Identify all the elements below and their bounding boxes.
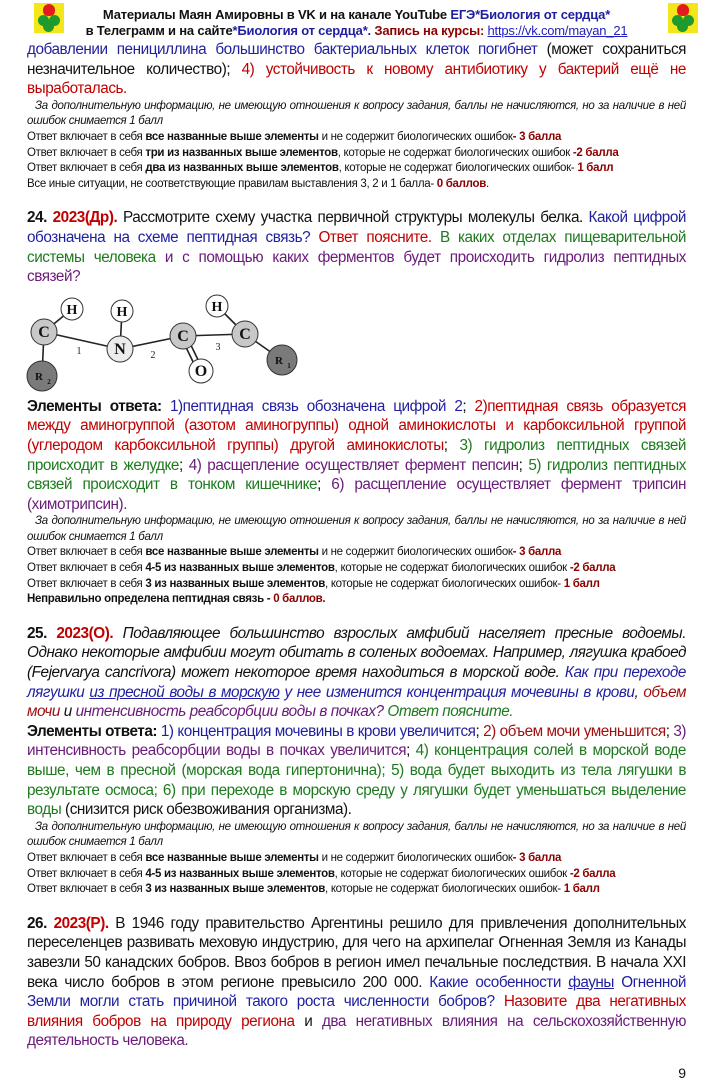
text-segment: два негативных влияния на сельскохозяйственную деятельность человека. — [27, 1012, 687, 1050]
text-segment: 25. — [27, 624, 57, 642]
text-segment: все названные выше элементы — [145, 130, 319, 143]
label-r2: R — [35, 370, 43, 383]
text-segment: и с помощью каких ферментов будет происходить гидролиз пептидных связей? — [27, 248, 686, 286]
grading-criterion — [27, 161, 686, 177]
text-segment: и не содержит биологических ошибок — [318, 130, 513, 143]
text-segment: ; — [665, 722, 674, 740]
text-segment: Как при переходе лягушки — [27, 664, 686, 701]
text-segment: Ответ включает в себя — [27, 867, 146, 880]
text-segment: Ответ поясните. — [383, 703, 514, 721]
text-segment: 24. — [27, 209, 53, 227]
text-segment: ; — [317, 476, 332, 494]
grading-criterion — [27, 592, 686, 608]
question-25 — [27, 624, 686, 898]
label-r1-sub: 1 — [287, 361, 291, 370]
text-segment: 4) расщепление осуществляет фермент пепсин — [188, 456, 519, 474]
label-c2: C — [177, 327, 189, 345]
text-segment: , которые не содержат биологических ошибок — [334, 562, 570, 575]
text-segment: 3) интенсивность реабсорбции воды в почках увеличится — [27, 722, 687, 760]
text-segment: *Биология от сердца*. — [232, 23, 375, 38]
text-segment: (снизится риск обезвоживания организма). — [61, 801, 352, 819]
paragraph — [27, 40, 686, 99]
text-segment: 2) объем мочи уменьшится — [483, 722, 666, 740]
text-segment: Ответ включает в себя — [27, 562, 146, 575]
text-segment: 5) гидролиз пептидных связей происходит в тонком кишечнике — [27, 456, 686, 494]
logo-left — [34, 3, 64, 33]
paragraph — [27, 208, 686, 286]
text-segment: 3) гидролиз пептидных связей происходит в желудке — [27, 436, 687, 474]
paragraph — [27, 397, 686, 515]
label-o: O — [194, 362, 208, 380]
text-segment: 0 баллов. — [273, 593, 326, 606]
label-c1: C — [38, 323, 50, 341]
text-segment: 26. — [27, 914, 54, 932]
header-line-2 — [67, 23, 646, 39]
text-segment: Назовите два негативных влияния бобров на природу региона — [27, 993, 687, 1030]
paragraph — [27, 624, 686, 722]
text-segment: все названные выше элементы — [145, 851, 319, 864]
text-segment: три из названных выше элементов — [145, 146, 338, 159]
text-segment: и — [294, 1012, 322, 1030]
text-segment: все названные выше элементы — [145, 546, 319, 559]
text-segment: в Телеграмм и на сайте — [85, 23, 233, 38]
text-segment: . — [486, 177, 489, 190]
grading-criterion — [27, 177, 686, 193]
text-segment: В каких отделах пищеварительной системы человека — [27, 228, 686, 266]
grading-criterion — [27, 146, 686, 162]
text-segment: и не содержит биологических ошибок — [318, 851, 513, 864]
grading-criterion — [27, 867, 686, 883]
text-segment: Неправильно определена пептидная связь - — [27, 593, 274, 606]
text-segment: Огненной Земли могли стать причиной такого роста численности бобров? — [27, 973, 686, 1011]
text-segment: 4-5 из названных выше элементов — [145, 867, 335, 880]
text-segment: 1 балл — [563, 577, 600, 590]
grading-note — [27, 514, 686, 545]
paragraph — [27, 914, 686, 1051]
label-h2: H — [116, 304, 128, 320]
text-segment: Материалы Маян Амировны в VK и на канале YouTube — [102, 7, 451, 22]
text-segment: 2023(Др). — [52, 209, 118, 227]
header-line-1 — [67, 7, 646, 23]
text-segment: - 3 балла — [512, 851, 562, 864]
text-segment: Ответ включает в себя — [27, 146, 146, 159]
text-segment: из пресной воды в морскую — [89, 683, 280, 701]
text-segment: , которые не содержат биологических ошибок — [334, 867, 570, 880]
text-segment: В 1946 году правительство Аргентины решило для привлечения дополнительных переселенцев развивать меховую индустрию, для чего на архипелаг Огненная Земля из Канады завезли 50 канадских бобров. Ввоз бобров в регион имел печальные последствия. В начала XXI века число бобров в этом регионе превысило 200 000. — [27, 914, 687, 991]
text-segment: -2 балла — [572, 146, 619, 159]
text-segment: За дополнительную информацию, не имеющую отношения к вопросу задания, баллы не начисляются, но за наличие в ней ошибок снимается 1 балл — [27, 515, 686, 543]
text-segment: , которые не содержат биологических ошибок — [337, 146, 573, 159]
text-segment: Ответ включает в себя — [27, 851, 146, 864]
text-segment: 3 из названных выше элементов — [145, 883, 326, 896]
text-segment: Ответ включает в себя — [27, 130, 146, 143]
text-segment: , которые не содержат биологических ошибок- — [338, 162, 578, 175]
text-segment: ; — [406, 742, 416, 760]
text-segment: у нее изменится концентрация мочевины в крови — [279, 683, 635, 701]
label-n: N — [114, 340, 126, 358]
text-segment: два из названных выше элементов — [145, 162, 339, 175]
text-segment: 4) концентрация солей в морской воде выше, чем в пресной (морская вода гипертонична); 5) вода будет выходить из тела лягушки в результате осмоса; 6) при переходе в морскую среду у лягушки будет уменьшаться выделение воды — [27, 742, 686, 819]
text-segment: , которые не содержат биологических ошибок- — [325, 883, 564, 896]
grading-criterion — [27, 130, 686, 146]
text-segment: Подавляющее большинство взрослых амфибий населяет пресные водоемы. Однако некоторые амфибии могут обитать в соленых водоемах. Например, лягушка крабоед (Fejervarya cancrivora) может некоторое время находиться в морской воде. — [27, 624, 686, 682]
text-segment: Какой цифрой обозначена на схеме пептидная связь? — [27, 209, 687, 246]
text-segment: ; — [443, 436, 460, 454]
label-r2-sub: 2 — [47, 377, 51, 386]
label-h3: H — [211, 299, 223, 315]
text-segment: 4) устойчивость к новому антибиотику у бактерий ещё не выработалась. — [27, 60, 686, 98]
text-segment: 2)пептидная связь образуется между аминогруппой (азотом аминогруппы) одной аминокислоты и карбоксильной группой (углеродом карбоксильной группы) другой аминокислоты — [27, 397, 686, 454]
bond-label-1: 1 — [76, 345, 82, 357]
text-segment: 3 из названных выше элементов — [145, 577, 326, 590]
text-segment: 6) расщепление осуществляет фермент трипсин (химотрипсин). — [27, 476, 686, 513]
text-segment: -2 балла — [569, 867, 616, 880]
text-segment: 4-5 из названных выше элементов — [145, 562, 335, 575]
grading-note — [27, 820, 686, 851]
text-segment: 1 балл — [577, 162, 614, 175]
text-segment: - 3 балла — [512, 546, 562, 559]
text-segment: Ответ поясните. — [318, 228, 440, 246]
text-segment: Ответ включает в себя — [27, 162, 146, 175]
bond-label-2: 2 — [150, 349, 156, 361]
text-segment: (может сохраниться незначительное количество); — [27, 41, 686, 78]
page-number: 9 — [678, 1064, 686, 1081]
text-segment: ЕГЭ*Биология от сердца* — [450, 7, 611, 22]
text-segment: Элементы ответа: — [27, 397, 170, 415]
label-h1: H — [66, 302, 78, 318]
text-segment: ; — [179, 456, 189, 474]
text-segment: Элементы ответа: — [27, 722, 161, 740]
grading-criterion — [27, 851, 686, 867]
text-segment: , которые не содержат биологических ошибок- — [325, 577, 564, 590]
grading-criterion — [27, 545, 686, 561]
text-segment: Какие особенности — [429, 973, 569, 991]
grading-criterion — [27, 561, 686, 577]
text-segment: ; — [518, 456, 529, 474]
text-segment: и не содержит биологических ошибок — [318, 546, 513, 559]
text-segment: За дополнительную информацию, не имеющую отношения к вопросу задания, баллы не начисляются, но за наличие в ней ошибок снимается 1 балл — [27, 99, 686, 128]
question-24-answer — [27, 397, 686, 608]
grading-criterion — [27, 577, 686, 593]
text-segment: и — [59, 703, 76, 721]
text-segment: добавлении пенициллина большинство бактериальных клеток погибнет — [27, 41, 547, 58]
text-segment: фауны — [568, 973, 614, 991]
text-segment: , — [634, 683, 644, 701]
label-r1: R — [275, 354, 283, 367]
text-segment: Запись на курсы: — [374, 23, 488, 38]
text-segment: ; — [462, 397, 475, 415]
text-segment: 1)пептидная связь обозначена цифрой 2 — [169, 397, 463, 415]
text-segment: 2023(Р). — [53, 914, 109, 932]
text-segment: За дополнительную информацию, не имеющую отношения к вопросу задания, баллы не начисляются, но за наличие в ней ошибок снимается 1 балл — [27, 820, 686, 849]
question-26 — [27, 914, 686, 1051]
grading-criterion — [27, 882, 686, 898]
text-segment: - 3 балла — [512, 130, 562, 143]
peptide-diagram — [0, 291, 320, 395]
text-segment: ; — [475, 722, 484, 740]
text-segment: интенсивность реабсорбции воды в почках? — [75, 703, 384, 721]
text-segment: 0 баллов — [436, 177, 487, 190]
question-24 — [27, 208, 686, 286]
logo-right — [668, 3, 698, 33]
grading-note — [27, 99, 686, 130]
paragraph — [27, 722, 686, 820]
label-c3: C — [239, 325, 251, 343]
courses-link[interactable]: https://vk.com/mayan_21 — [487, 23, 628, 38]
text-segment: -2 балла — [569, 562, 616, 575]
text-segment: Ответ включает в себя — [27, 883, 146, 896]
text-segment: Ответ включает в себя — [27, 577, 146, 590]
previous-answer-continuation — [27, 40, 686, 192]
text-segment: Ответ включает в себя — [27, 546, 146, 559]
bond-label-3: 3 — [215, 341, 221, 353]
text-segment: Все иные ситуации, не соответствующие правилам выставления 3, 2 и 1 балла- — [27, 177, 437, 190]
text-segment: 1 балл — [563, 883, 600, 896]
text-segment: объем мочи — [27, 683, 687, 721]
text-segment: Рассмотрите схему участка первичной структуры молекулы белка. — [117, 209, 589, 227]
text-segment: 1) концентрация мочевины в крови увеличится — [160, 722, 476, 740]
text-segment: 2023(О). — [56, 624, 114, 642]
